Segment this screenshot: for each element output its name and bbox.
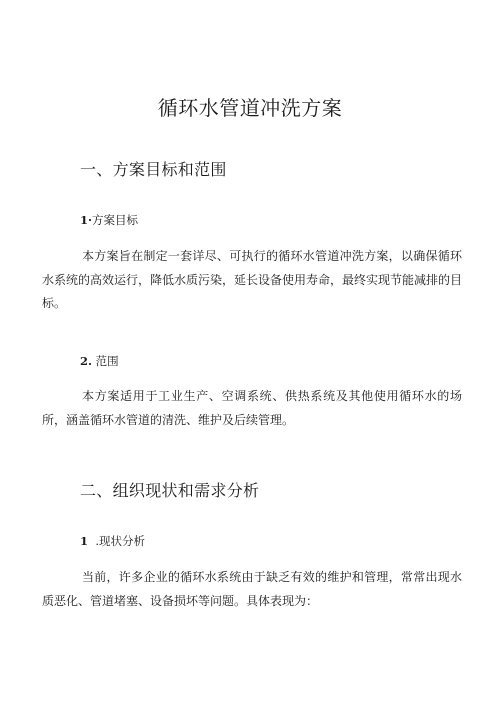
subsection-heading-scope bbox=[80, 353, 119, 369]
section-heading-goals: 一、方案目标和范围 bbox=[80, 160, 227, 179]
paragraph-scope: 本方案适用于工业生产、空调系统、供热系统及其他使用循环水的场所，涵盖循环水管道的清洗、维护及后续管理。 bbox=[42, 389, 462, 427]
subsection-number: 1 bbox=[80, 534, 89, 548]
paragraph-status: 当前，许多企业的循环水系统由于缺乏有效的维护和管理，常常出现水质恶化、管道堵塞、设备损坏等问题。具体表现为： bbox=[42, 570, 462, 608]
subsection-number: 1· bbox=[80, 213, 93, 227]
subsection-heading-status bbox=[80, 533, 145, 549]
subsection-heading-goal bbox=[80, 212, 138, 228]
document-title: 循环水管道冲洗方案 bbox=[157, 96, 343, 120]
subsection-label: 范围 bbox=[95, 354, 119, 368]
subsection-label: .现状分析 bbox=[95, 534, 145, 548]
paragraph-goal: 本方案旨在制定一套详尽、可执行的循环水管道冲洗方案，以确保循环水系统的高效运行，降低水质污染，延长设备使用寿命，最终实现节能减排的目标。 bbox=[42, 249, 463, 310]
subsection-label: 方案目标 bbox=[92, 213, 139, 227]
subsection-number: 2. bbox=[80, 354, 93, 368]
section-heading-analysis: 二、组织现状和需求分析 bbox=[80, 481, 260, 500]
